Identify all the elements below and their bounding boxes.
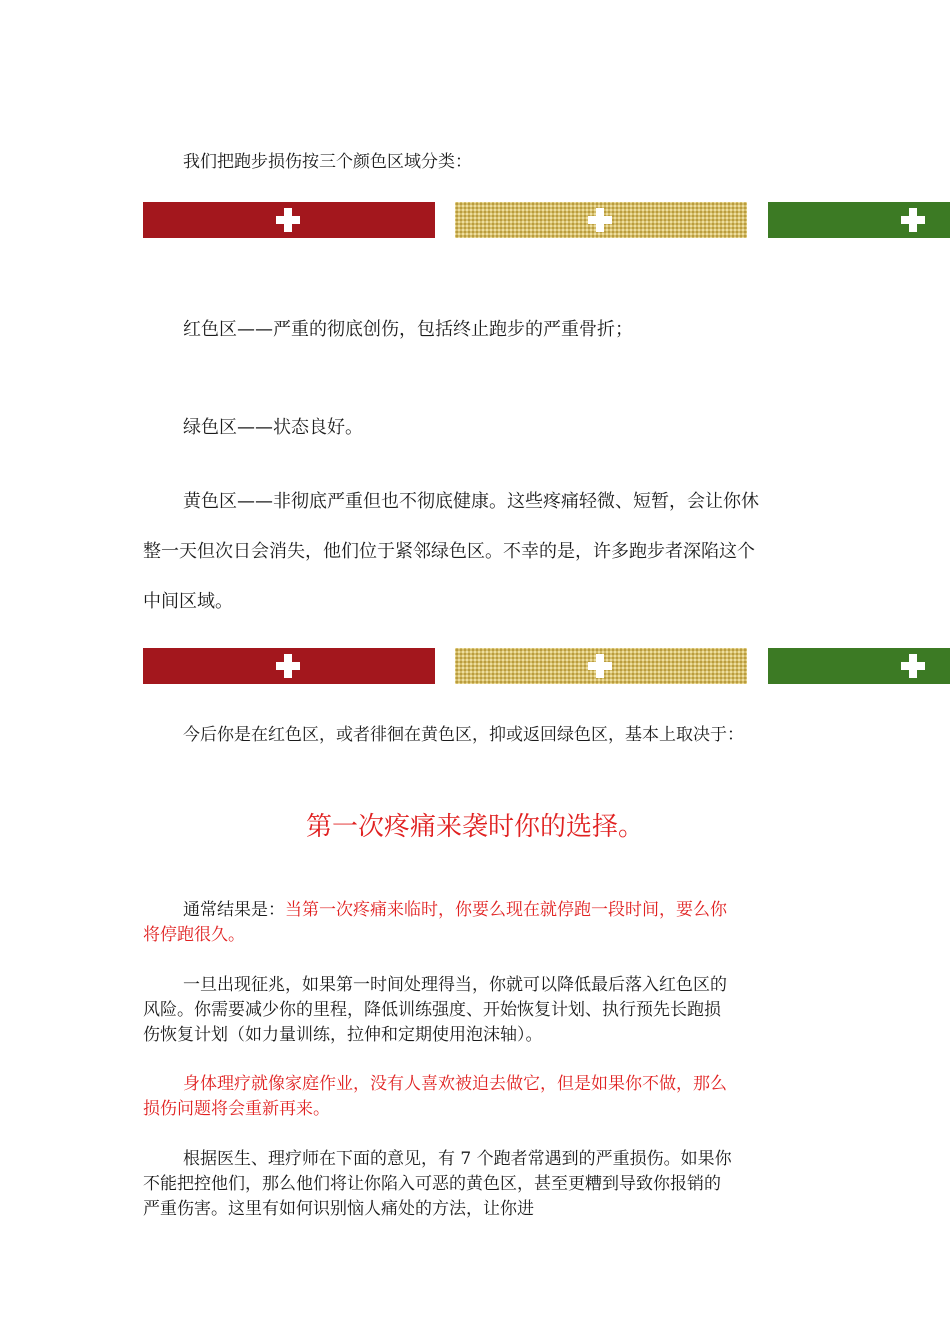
red-zone-band xyxy=(143,202,435,238)
green-zone-band xyxy=(768,202,950,238)
plus-icon xyxy=(276,654,300,678)
plus-icon xyxy=(276,208,300,232)
yellow-zone-band xyxy=(455,202,747,238)
future-text: 今后你是在红色区，或者徘徊在黄色区，抑或返回绿色区，基本上取决于： xyxy=(183,725,744,745)
red-zone-band xyxy=(143,648,435,684)
plus-icon xyxy=(901,654,925,678)
result-line xyxy=(183,898,727,923)
result-highlight: 当第一次疼痛来临时，你要么现在就停跑一段时间，要么你 xyxy=(285,900,727,920)
physio-line: 身体理疗就像家庭作业，没有人喜欢被迫去做它，但是如果你不做，那么 xyxy=(183,1074,727,1094)
section-heading: 第一次疼痛来袭时你的选择。 xyxy=(305,812,644,842)
result-prefix: 通常结果是： xyxy=(183,900,285,920)
yellow-zone-line: 黄色区——非彻底严重但也不彻底健康。这些疼痛轻微、短暂，会让你休 xyxy=(183,491,759,512)
red-zone-text: 红色区——严重的彻底创伤，包括终止跑步的严重骨折； xyxy=(183,319,633,340)
plus-icon xyxy=(588,208,612,232)
plus-icon xyxy=(588,654,612,678)
green-zone-band xyxy=(768,648,950,684)
yellow-zone-line: 整一天但次日会消失，他们位于紧邻绿色区。不幸的是，许多跑步者深陷这个 xyxy=(143,541,755,562)
yellow-zone-band xyxy=(455,648,747,684)
sign-line: 风险。你需要减少你的里程，降低训练强度、开始恢复计划、执行预先长跑损 xyxy=(143,1000,721,1020)
physio-line: 损伤问题将会重新再来。 xyxy=(143,1099,330,1119)
doctor-line: 严重伤害。这里有如何识别恼人痛处的方法，让你进 xyxy=(143,1199,534,1219)
plus-icon xyxy=(901,208,925,232)
sign-line: 伤恢复计划（如力量训练，拉伸和定期使用泡沫轴）。 xyxy=(143,1025,543,1045)
sign-line: 一旦出现征兆，如果第一时间处理得当，你就可以降低最后落入红色区的 xyxy=(183,975,727,995)
yellow-zone-line: 中间区域。 xyxy=(143,591,233,612)
doctor-line: 不能把控他们，那么他们将让你陷入可恶的黄色区，甚至更糟到导致你报销的 xyxy=(143,1174,721,1194)
doctor-line: 根据医生、理疗师在下面的意见，有 7 个跑者常遇到的严重损伤。如果你 xyxy=(183,1149,732,1169)
green-zone-text: 绿色区——状态良好。 xyxy=(183,417,363,438)
intro-text: 我们把跑步损伤按三个颜色区域分类： xyxy=(183,152,472,172)
result-highlight: 将停跑很久。 xyxy=(143,925,245,945)
